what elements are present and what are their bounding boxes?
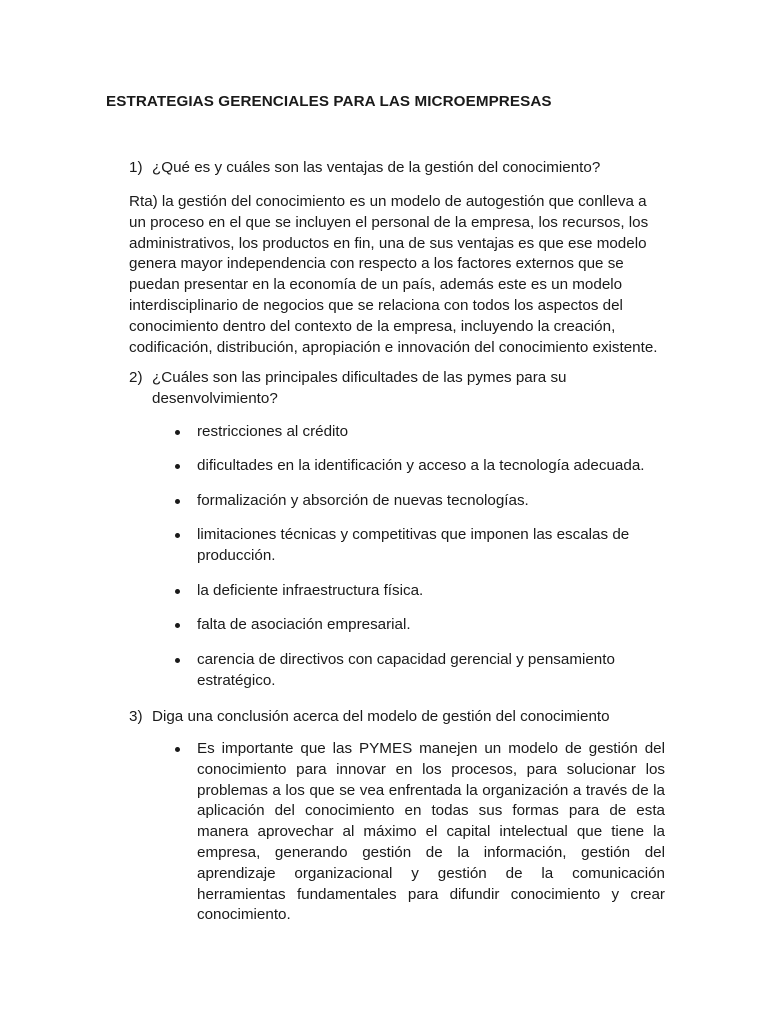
- list-item-text: carencia de directivos con capacidad gerencial y pensamiento estratégico.: [197, 650, 615, 689]
- list-item: [175, 422, 665, 443]
- list-item-text: falta de asociación empresarial.: [197, 616, 411, 634]
- question-2: [129, 368, 669, 410]
- list-item: [175, 491, 665, 512]
- difficulties-list: [175, 422, 665, 705]
- list-item-text: dificultades en la identificación y acceso a la tecnología adecuada.: [197, 457, 645, 475]
- question-3: [129, 707, 669, 728]
- question-number: 3): [129, 708, 143, 725]
- list-item: [175, 739, 665, 926]
- list-item: [175, 615, 665, 636]
- bullet-icon: [175, 499, 180, 504]
- list-item: [175, 456, 665, 477]
- list-item-text: la deficiente infraestructura física.: [197, 581, 424, 599]
- question-number: 2): [129, 369, 143, 386]
- question-text: ¿Cuáles son las principales dificultades de las pymes para su desenvolvimiento?: [152, 369, 567, 407]
- list-item-text: formalización y absorción de nuevas tecnologías.: [197, 491, 529, 509]
- list-item-text: restricciones al crédito: [197, 423, 349, 440]
- question-1: [129, 158, 669, 179]
- bullet-icon: [175, 430, 180, 435]
- bullet-icon: [175, 623, 180, 628]
- bullet-icon: [175, 464, 180, 469]
- question-text: Diga una conclusión acerca del modelo de gestión del conocimiento: [152, 708, 610, 725]
- answer-1-paragraph: Rta) la gestión del conocimiento es un modelo de autogestión que conlleva a un proceso en el que se incluyen el personal de la empresa, los recursos, los administrativos, los productos en fin, una de sus ventajas es que ese modelo genera mayor independencia con respecto a los factores externos que se puedan presentar en la economía de un país, además este es un modelo interdisciplinario de negocios que se relaciona con todos los aspectos del conocimiento dentro del contexto de la empresa, incluyendo la creación, codificación, distribución, apropiación e innovación del conocimiento existente.: [129, 193, 658, 356]
- bullet-icon: [175, 589, 180, 594]
- question-number: 1): [129, 159, 143, 176]
- bullet-icon: [175, 747, 180, 752]
- conclusion-text: Es importante que las PYMES manejen un modelo de gestión del conocimiento para innovar en los procesos, para solucionar los problemas a los que se vea enfrentada la organización a través de la aplicación del conocimiento en todas sus formas para de esta manera aprovechar al máximo el capital intelectual que tiene la empresa, generando gestión de la información, gestión del aprendizaje organizacional y gestión de la comunicación herramientas fundamentales para difundir conocimiento y crear conocimiento.: [197, 740, 665, 924]
- conclusion-list: [175, 739, 665, 926]
- list-item: [175, 525, 665, 567]
- question-text: ¿Qué es y cuáles son las ventajas de la gestión del conocimiento?: [152, 159, 601, 176]
- bullet-icon: [175, 658, 180, 663]
- list-item-text: limitaciones técnicas y competitivas que imponen las escalas de producción.: [197, 526, 630, 565]
- list-item: [175, 581, 665, 602]
- bullet-icon: [175, 533, 180, 538]
- list-item: [175, 650, 665, 692]
- document-title: ESTRATEGIAS GERENCIALES PARA LAS MICROEMPRESAS: [106, 93, 552, 110]
